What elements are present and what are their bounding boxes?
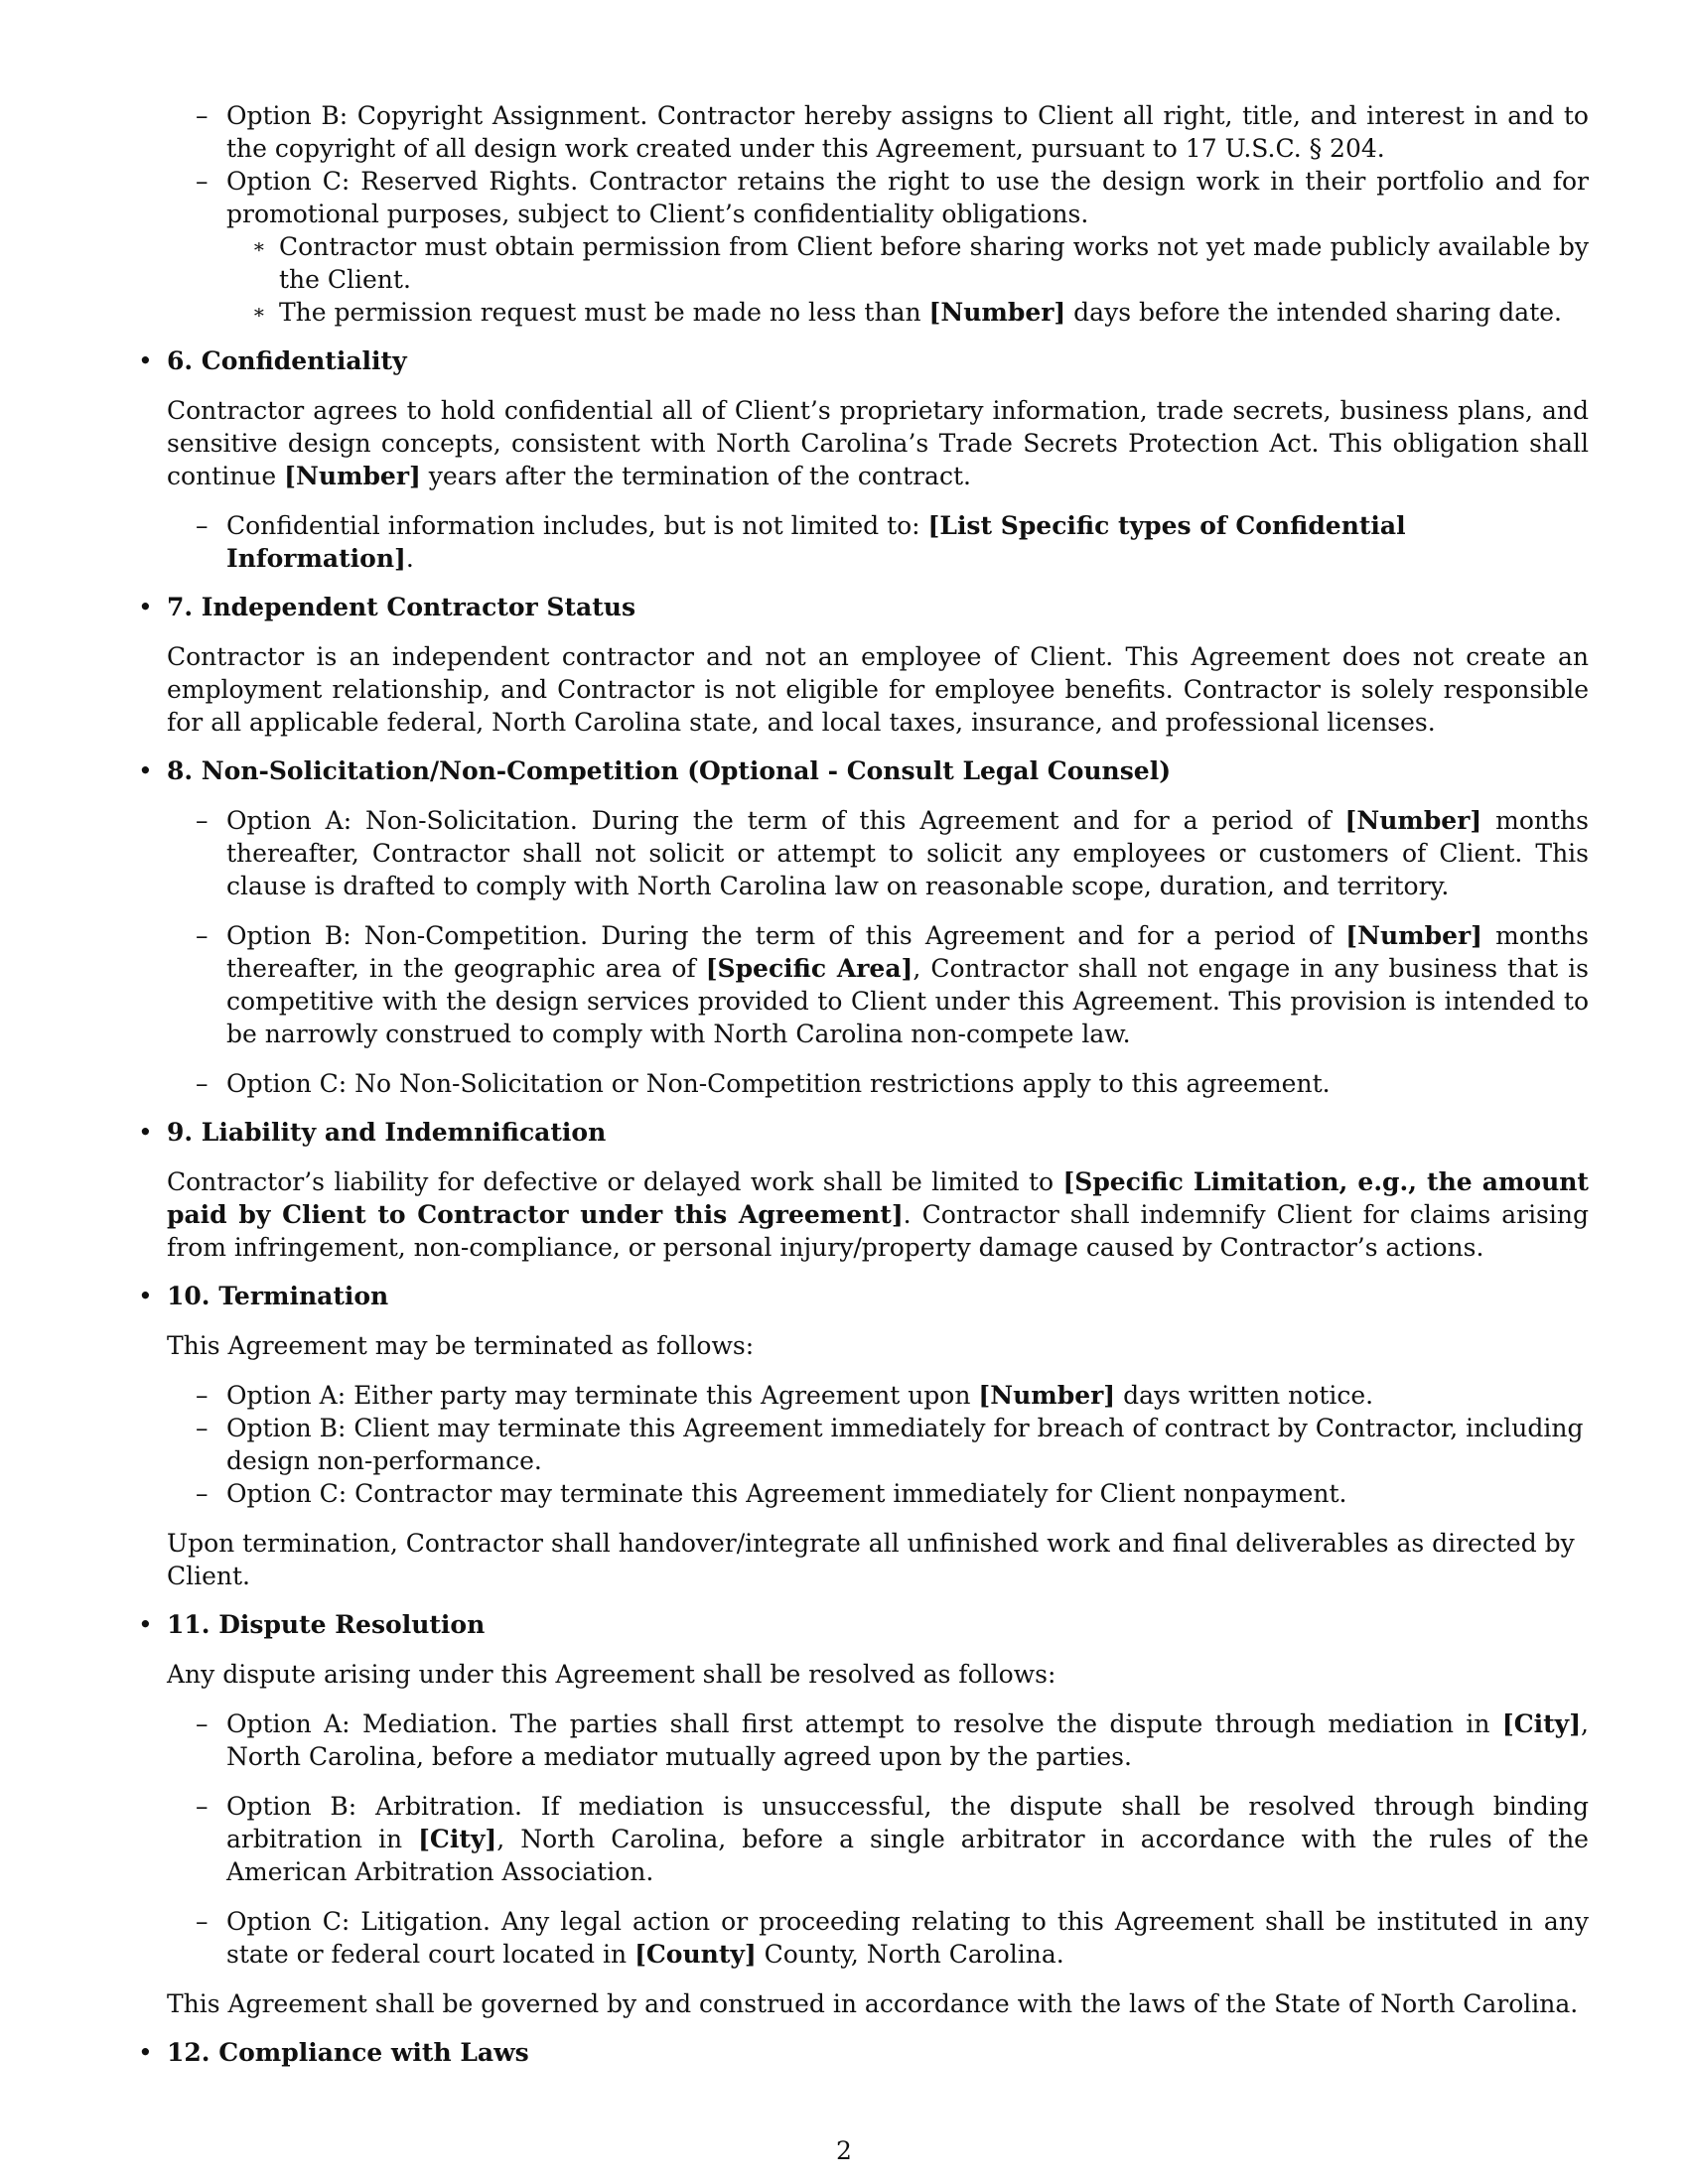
option-b-text: Option B: Client may terminate this Agreement immediately for breach of contract by Contractor, including design non-performance. — [226, 1414, 1584, 1475]
bullet-marker: • — [138, 756, 153, 785]
placeholder-number: [Number] — [284, 462, 421, 490]
ip-option-b — [167, 99, 1589, 165]
ip-option-c — [167, 165, 1589, 230]
placeholder-city: [City] — [418, 1825, 497, 1853]
confidential-info-text: Confidential information includes, but is not limited to: [List Specific types of Confidential Information]. — [226, 511, 1406, 573]
dash-marker: – — [196, 167, 209, 196]
section-title: 9. Liability and Indemnification — [167, 1118, 607, 1147]
section-7 — [138, 591, 1589, 739]
section-title: 7. Independent Contractor Status — [167, 593, 636, 621]
ip-option-c-subitem-1 — [167, 230, 1589, 296]
termination-option-b — [167, 1412, 1589, 1477]
placeholder-limitation: [Specific Limitation, e.g., the amount paid by Client to Contractor under this Agreement] — [167, 1167, 1589, 1229]
section-body: Contractor’s liability for defective or delayed work shall be limited to [Specific Limitation, e.g., the amount paid by Client to Contractor under this Agreement]. Contractor shall indemnify Client for claims arising from infringement, non-compliance, or personal injury/property damage caused by Contractor’s actions. — [167, 1167, 1589, 1262]
dash-marker: – — [196, 921, 209, 950]
section-title: 6. Confidentiality — [167, 346, 407, 375]
non-solicitation-option-a — [167, 804, 1589, 902]
dash-marker: – — [196, 101, 209, 130]
dash-marker: – — [196, 806, 209, 835]
ip-option-c-subitem-2 — [167, 296, 1589, 329]
confidential-info-item — [167, 509, 1589, 575]
placeholder-area: [Specific Area] — [705, 954, 914, 983]
termination-option-a — [167, 1379, 1589, 1412]
page-number: 2 — [836, 2136, 852, 2165]
section-closing: This Agreement shall be governed by and construed in accordance with the laws of the State of North Carolina. — [167, 1989, 1579, 2018]
section-title: 12. Compliance with Laws — [167, 2038, 529, 2067]
section-title: 11. Dispute Resolution — [167, 1610, 486, 1639]
ip-option-b-text: Option B: Copyright Assignment. Contractor hereby assigns to Client all right, title, and interest in and to the copyright of all design work created under this Agreement, pursuant to 17 U.S.C. § 204. — [226, 101, 1589, 163]
termination-option-c — [167, 1477, 1589, 1510]
dash-marker: – — [196, 1069, 209, 1098]
placeholder-number: [Number] — [978, 1381, 1116, 1410]
dash-marker: – — [196, 1709, 209, 1738]
bullet-marker: • — [138, 1282, 153, 1310]
asterisk-marker: ∗ — [252, 234, 266, 258]
asterisk-marker: ∗ — [252, 300, 266, 324]
non-competition-option-b — [167, 919, 1589, 1050]
mediation-option-a — [167, 1707, 1589, 1773]
section-closing: Upon termination, Contractor shall handover/integrate all unfinished work and final deliverables as directed by Client. — [167, 1529, 1575, 1590]
bullet-marker: • — [138, 1118, 153, 1147]
section-12 — [138, 2036, 1589, 2069]
ip-subitem-2-text: The permission request must be made no less than [Number] days before the intended sharing date. — [279, 298, 1562, 327]
section-9 — [138, 1116, 1589, 1264]
option-a-text: Option A: Non-Solicitation. During the term of this Agreement and for a period of [Number] months thereafter, Contractor shall not solicit or attempt to solicit any employees or customers of Client. This clause is drafted to comply with North Carolina law on reasonable scope, duration, and territory. — [226, 806, 1589, 900]
bullet-marker: • — [138, 593, 153, 621]
document-page — [138, 99, 1589, 2069]
placeholder-county: [County] — [634, 1940, 757, 1969]
section-11 — [138, 1608, 1589, 2020]
ip-subitem-1-text: Contractor must obtain permission from Client before sharing works not yet made publicly available by the Client. — [279, 232, 1589, 294]
section-title: 10. Termination — [167, 1282, 389, 1310]
option-a-text: Option A: Either party may terminate this Agreement upon [Number] days written notice. — [226, 1381, 1374, 1410]
bullet-marker: • — [138, 2038, 153, 2067]
section-title: 8. Non-Solicitation/Non-Competition (Optional - Consult Legal Counsel) — [167, 756, 1172, 785]
placeholder-confidential-types: [List Specific types of Confidential Information] — [226, 511, 1406, 573]
dash-marker: – — [196, 1792, 209, 1821]
ip-option-c-text: Option C: Reserved Rights. Contractor retains the right to use the design work in their portfolio and for promotional purposes, subject to Client’s confidentiality obligations. — [226, 167, 1589, 228]
placeholder-city: [City] — [1501, 1709, 1582, 1738]
no-restrictions-option-c — [167, 1067, 1589, 1100]
bullet-marker: • — [138, 1610, 153, 1639]
placeholder-number: [Number] — [1344, 806, 1482, 835]
dash-marker: – — [196, 1907, 209, 1936]
arbitration-option-b — [167, 1790, 1589, 1888]
section-8 — [138, 754, 1589, 1100]
section-6 — [138, 344, 1589, 575]
bullet-marker: • — [138, 346, 153, 375]
dash-marker: – — [196, 1479, 209, 1508]
placeholder-number: [Number] — [1345, 921, 1482, 950]
section-intro: This Agreement may be terminated as follows: — [167, 1331, 755, 1360]
section-intro: Any dispute arising under this Agreement shall be resolved as follows: — [167, 1660, 1056, 1689]
section-10 — [138, 1280, 1589, 1592]
option-c-text: Option C: No Non-Solicitation or Non-Competition restrictions apply to this agreement. — [226, 1069, 1331, 1098]
option-a-text: Option A: Mediation. The parties shall first attempt to resolve the dispute through mediation in [City], North Carolina, before a mediator mutually agreed upon by the parties. — [226, 1709, 1589, 1771]
dash-marker: – — [196, 1381, 209, 1410]
option-c-text: Option C: Litigation. Any legal action or proceeding relating to this Agreement shall be instituted in any state or federal court located in [County] County, North Carolina. — [226, 1907, 1589, 1969]
section-body: Contractor agrees to hold confidential all of Client’s proprietary information, trade secrets, business plans, and sensitive design concepts, consistent with North Carolina’s Trade Secrets Protection Act. This obligation shall continue [Number] years after the termination of the contract. — [167, 396, 1589, 490]
option-b-text: Option B: Non-Competition. During the term of this Agreement and for a period of [Number] months thereafter, in the geographic area of [Specific Area], Contractor shall not engage in any business that is competitive with the design services provided to Client under this Agreement. This provision is intended to be narrowly construed to comply with North Carolina non-compete law. — [226, 921, 1589, 1048]
dash-marker: – — [196, 1414, 209, 1442]
option-c-text: Option C: Contractor may terminate this Agreement immediately for Client nonpayment. — [226, 1479, 1347, 1508]
dash-marker: – — [196, 511, 209, 540]
section-body: Contractor is an independent contractor and not an employee of Client. This Agreement does not create an employment relationship, and Contractor is not eligible for employee benefits. Contractor is solely responsible for all applicable federal, North Carolina state, and local taxes, insurance, and professional licenses. — [167, 642, 1589, 737]
placeholder-number: [Number] — [928, 298, 1066, 327]
option-b-text: Option B: Arbitration. If mediation is unsuccessful, the dispute shall be resolved through binding arbitration in [City], North Carolina, before a single arbitrator in accordance with the rules of the American Arbitration Association. — [226, 1792, 1589, 1886]
litigation-option-c — [167, 1905, 1589, 1971]
